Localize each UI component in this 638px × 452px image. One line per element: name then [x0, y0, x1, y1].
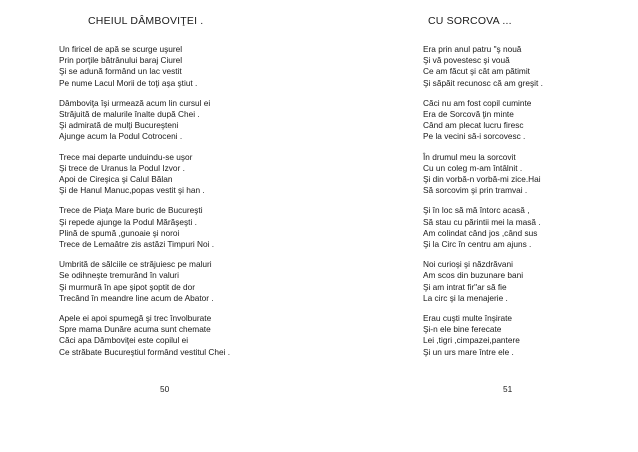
page-title: CU SORCOVA ... — [428, 15, 512, 27]
verse-line: Să sorcovim şi prin tramvai . — [423, 185, 528, 196]
verse-line: Pe nume Lacul Morii de toţi aşa ştiut . — [59, 77, 198, 88]
stanza — [59, 152, 230, 197]
stanza — [59, 205, 230, 250]
verse-line: Lei ,tigri ,cimpazei,pantere — [423, 335, 520, 346]
verse-line: Şi în loc să mă întorc acasă , — [423, 205, 530, 216]
stanza — [59, 44, 230, 89]
page-title: CHEIUL DÂMBOVIŢEI . — [88, 15, 204, 27]
verse-line: Apoi de Cireşica şi Calul Bălan — [59, 174, 173, 185]
verse-line: Pe la vecini să-i sorcovesc . — [423, 131, 526, 142]
verse-line: Trece de Piaţa Mare buric de Bucureşti — [59, 205, 203, 216]
verse-line: Trece de Lemaâtre zis astăzi Timpuri Noi . — [59, 239, 215, 250]
poem-body — [59, 44, 230, 367]
verse-line: Plină de spumă ,gunoaie şi noroi — [59, 227, 180, 238]
stanza — [423, 205, 543, 250]
verse-line: Şi admirată de mulţi Bucureşteni — [59, 120, 179, 131]
verse-line: Ce străbate Bucureştiul formând vestitul Chei . — [59, 346, 231, 357]
verse-line: Prin porţile bătrânului baraj Ciurel — [59, 55, 183, 66]
verse-line: Şi trece de Uranus la Podul Izvor . — [59, 162, 185, 173]
verse-line: Trece mai departe unduindu-se uşor — [59, 151, 193, 162]
stanza — [423, 152, 543, 197]
verse-line: La circ şi la menajerie . — [423, 292, 508, 303]
stanza — [59, 313, 230, 358]
verse-line: Să stau cu părintii mei la masă . — [423, 216, 541, 227]
verse-line: Am scos din buzunare bani — [423, 270, 524, 281]
verse-line: Ajunge acum la Podul Cotroceni . — [59, 131, 183, 142]
verse-line: Noi curioşi şi năzdrăvani — [423, 259, 513, 270]
verse-line: Cu un coleg m-am întâlnit . — [423, 162, 523, 173]
page-number: 51 — [503, 384, 513, 394]
stanza — [423, 259, 543, 304]
verse-line: Şi repede ajunge la Podul Mărăşeşti . — [59, 216, 197, 227]
verse-line: Şi-n ele bine ferecate — [423, 324, 502, 335]
verse-line: Umbrită de sălciile ce străjuiesc pe maluri — [59, 259, 212, 270]
poem-body — [423, 44, 543, 367]
verse-line: Un firicel de apă se scurge uşurel — [59, 44, 183, 54]
verse-line: Şi de Hanul Manuc,popas vestit şi han . — [59, 185, 205, 196]
stanza — [423, 98, 543, 143]
right-page — [319, 0, 638, 452]
verse-line: Şi murmură în ape şipot şoptit de dor — [59, 281, 196, 292]
stanza — [423, 44, 543, 89]
verse-line: Dâmboviţa îşi urmează acum lin cursul ei — [59, 97, 211, 108]
verse-line: Şi din vorbă-n vorbă-mi zice.Hai — [423, 174, 541, 185]
verse-line: Am colindat când jos ,când sus — [423, 227, 538, 238]
verse-line: Când am plecat lucru firesc — [423, 120, 524, 131]
verse-line: Ce am făcut şi cât am pătimit — [423, 66, 530, 77]
verse-line: Şi la Circ în centru am ajuns . — [423, 239, 532, 250]
stanza — [59, 98, 230, 143]
page-number: 50 — [160, 384, 170, 394]
verse-line: Căci apa Dâmboviţei este copilul ei — [59, 335, 189, 346]
verse-line: Şi am intrat fir"ar să fie — [423, 281, 507, 292]
verse-line: Apele ei apoi spumegă şi trec învolburate — [59, 313, 212, 324]
verse-line: Erau cuşti multe înşirate — [423, 313, 512, 324]
stanza — [423, 313, 543, 358]
verse-line: În drumul meu la sorcovit — [423, 151, 516, 162]
stanza — [59, 259, 230, 304]
verse-line: Spre mama Dunăre acuma sunt chemate — [59, 324, 211, 335]
verse-line: Şi săpăit recunosc că am greşit . — [423, 77, 543, 88]
verse-line: Şi un urs mare între ele . — [423, 346, 514, 357]
verse-line: Era prin anul patru "ş nouă — [423, 44, 522, 54]
verse-line: Trecând în meandre line acum de Abator . — [59, 292, 214, 303]
verse-line: Şi vă povestesc şi vouă — [423, 55, 510, 66]
verse-line: Străjuită de malurile înalte după Chei . — [59, 109, 200, 120]
verse-line: Era de Sorcovă ţin minte — [423, 109, 514, 120]
verse-line: Şi se adună formând un lac vestit — [59, 66, 182, 77]
verse-line: Căci nu am fost copil cuminte — [423, 97, 532, 108]
verse-line: Se odihneşte tremurând în valuri — [59, 270, 179, 281]
